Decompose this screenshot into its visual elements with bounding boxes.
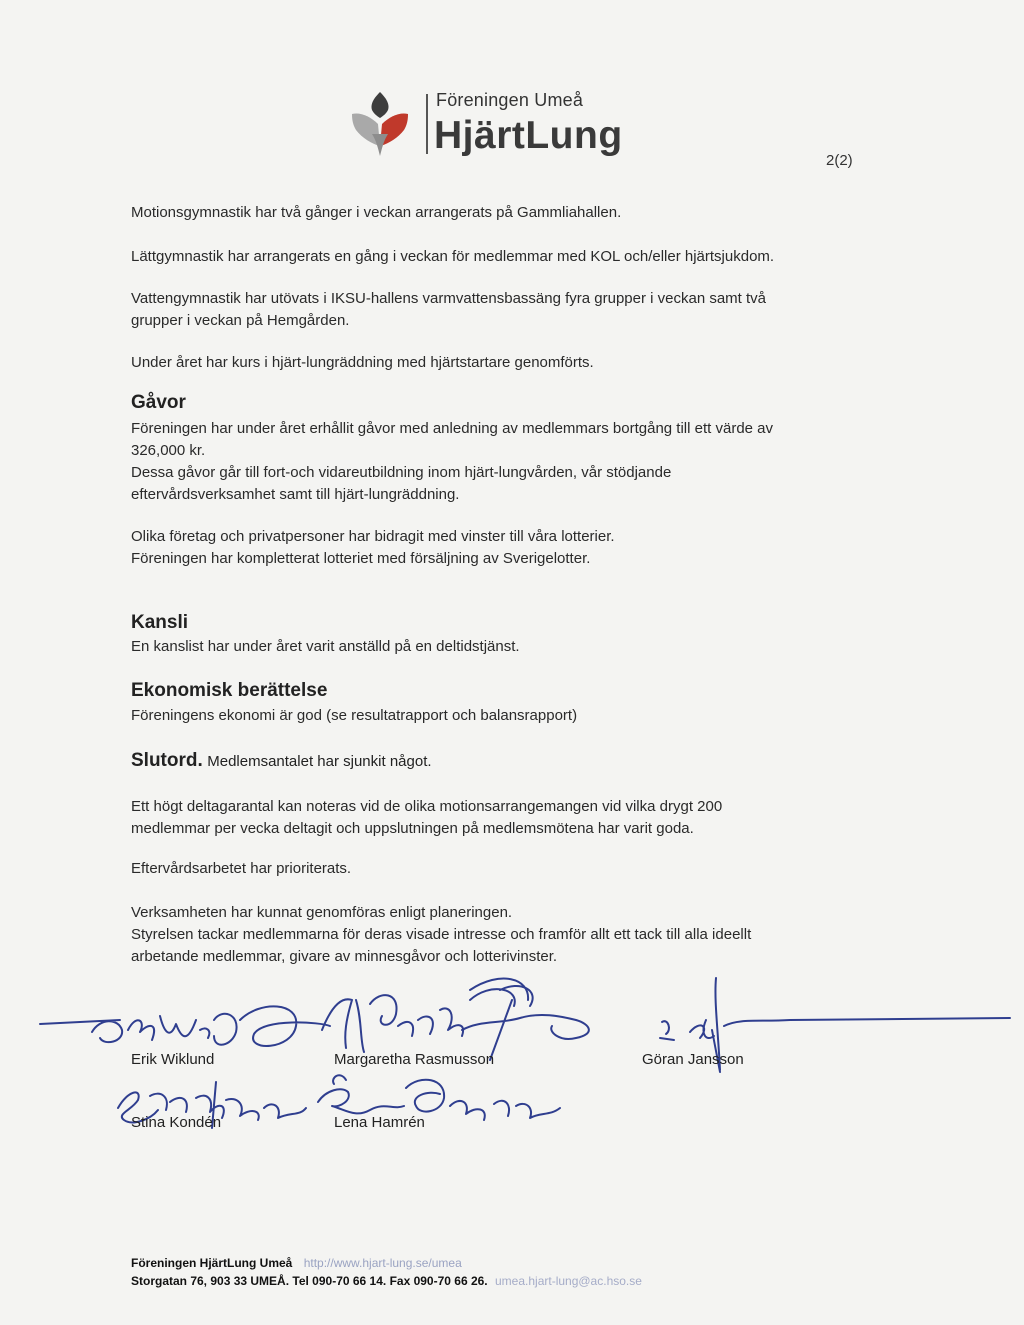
heading-gavor: Gåvor (131, 392, 186, 413)
paragraph-motionsgymnastik (131, 202, 831, 224)
text-line: medlemmar per vecka deltagit och uppslutningen på medlemsmötena har varit goda. (131, 820, 694, 837)
text-inline: Medlemsantalet har sjunkit något. (207, 753, 432, 770)
heart-lung-logo-icon (350, 90, 410, 158)
heading-kansli: Kansli (131, 612, 189, 633)
paragraph-lattgymnastik (131, 246, 831, 268)
text-line: Olika företag och privatpersoner har bidragit med vinster till våra lotterier. (131, 528, 615, 545)
footer-address: Storgatan 76, 903 33 UMEÅ. Tel 090-70 66 14. Fax 090-70 66 26. (131, 1274, 488, 1288)
text-line: Dessa gåvor går till fort-och vidareutbildning inom hjärt-lungvården, vår stödjande (131, 464, 672, 481)
logo-title: HjärtLung (434, 114, 623, 157)
heading-slutord: Slutord. (131, 750, 203, 771)
text-line: Styrelsen tackar medlemmarna för deras visade intresse och framför allt ett tack till alla ideellt (131, 926, 752, 943)
text-line: Under året har kurs i hjärt-lungräddning med hjärtstartare genomförts. (131, 354, 594, 371)
page-footer (131, 1256, 642, 1292)
signatory-lena-hamren: Lena Hamrén (334, 1114, 425, 1131)
section-kansli (131, 636, 831, 658)
text-line: Föreningen har kompletterat lotteriet med försäljning av Sverigelotter. (131, 550, 591, 567)
section-ekonomi (131, 705, 831, 727)
footer-email-link[interactable]: umea.hjart-lung@ac.hso.se (495, 1274, 642, 1288)
footer-organization: Föreningen HjärtLung Umeå (131, 1256, 293, 1270)
section-eftervard (131, 858, 831, 880)
footer-line-2 (131, 1274, 642, 1292)
text-line: Lättgymnastik har arrangerats en gång i veckan för medlemmar med KOL och/eller hjärtsjukdom. (131, 248, 775, 265)
heading-ekonomisk-berattelse: Ekonomisk berättelse (131, 680, 328, 701)
text-line: 326,000 kr. (131, 442, 206, 459)
text-line: En kanslist har under året varit anställd på en deltidstjänst. (131, 638, 520, 655)
text-line: Föreningen har under året erhållit gåvor med anledning av medlemmars bortgång till ett värde av (131, 420, 774, 437)
signatory-erik-wiklund: Erik Wiklund (131, 1051, 215, 1068)
text-line: grupper i veckan på Hemgården. (131, 312, 350, 329)
paragraph-vattengymnastik (131, 288, 831, 332)
text-line: arbetande medlemmar, givare av minnesgåvor och lotterivinster. (131, 948, 558, 965)
text-line: Eftervårdsarbetet har prioriterats. (131, 860, 352, 877)
paragraph-hjart-lungraddning (131, 352, 831, 374)
signatory-stina-konden: Stina Kondén (131, 1114, 222, 1131)
logo-divider (426, 94, 428, 154)
section-tack (131, 902, 831, 968)
section-gavor (131, 418, 831, 506)
text-line: Verksamheten har kunnat genomföras enligt planeringen. (131, 904, 513, 921)
text-line: Motionsgymnastik har två gånger i veckan arrangerats på Gammliahallen. (131, 204, 622, 221)
section-slutord-intro (131, 750, 831, 772)
text-line: eftervårdsverksamhet samt till hjärt-lungräddning. (131, 486, 460, 503)
text-line: Ett högt deltagarantal kan noteras vid de olika motionsarrangemangen vid vilka drygt 200 (131, 798, 723, 815)
logo-subtitle: Föreningen Umeå (436, 90, 584, 110)
section-lotterier (131, 526, 831, 570)
signatory-goran-jansson: Göran Jansson (642, 1051, 744, 1068)
organization-logo (350, 86, 650, 166)
section-deltagande (131, 796, 831, 840)
footer-line-1 (131, 1256, 642, 1274)
page-number: 2(2) (826, 152, 853, 169)
text-line: Föreningens ekonomi är god (se resultatrapport och balansrapport) (131, 707, 578, 724)
signature-block (0, 960, 1024, 1160)
text-line: Vattengymnastik har utövats i IKSU-hallens varmvattensbassäng fyra grupper i veckan samt två (131, 290, 767, 307)
footer-website-link[interactable]: http://www.hjart-lung.se/umea (303, 1256, 462, 1270)
signatory-margaretha-rasmusson: Margaretha Rasmusson (334, 1051, 495, 1068)
